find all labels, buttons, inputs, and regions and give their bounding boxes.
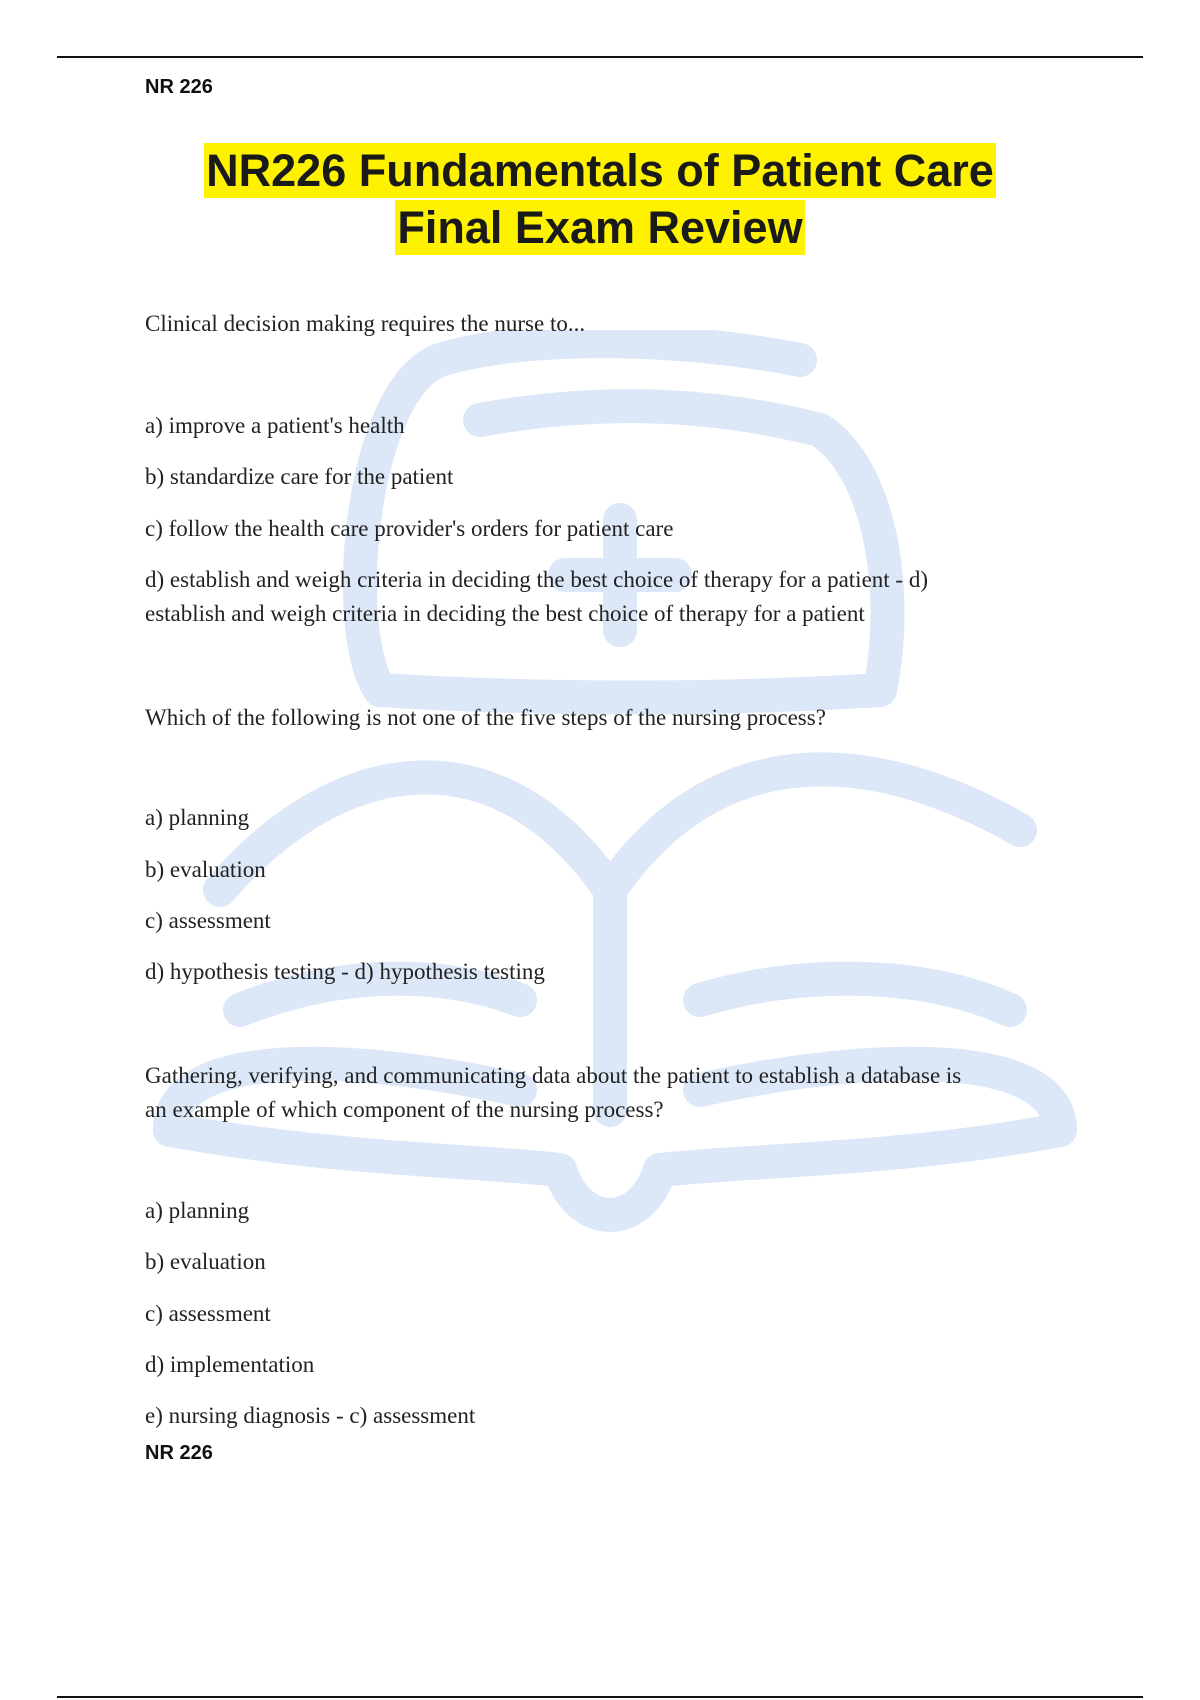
question-2-option-a: a) planning bbox=[145, 805, 250, 830]
question-3-text-line-2: an example of which component of the nursing process? bbox=[145, 1097, 664, 1122]
question-3-option-b: b) evaluation bbox=[145, 1249, 266, 1274]
question-1-option-a: a) improve a patient's health bbox=[145, 413, 405, 438]
header-course-code: NR 226 bbox=[145, 76, 213, 98]
question-3-option-e: e) nursing diagnosis - c) assessment bbox=[145, 1403, 476, 1428]
top-rule bbox=[57, 56, 1143, 58]
question-1-option-c: c) follow the health care provider's orders for patient care bbox=[145, 516, 674, 541]
question-1-option-b: b) standardize care for the patient bbox=[145, 464, 454, 489]
question-3-option-d: d) implementation bbox=[145, 1352, 315, 1377]
question-1-text: Clinical decision making requires the nurse to... bbox=[145, 311, 586, 336]
question-2-text: Which of the following is not one of the five steps of the nursing process? bbox=[145, 705, 826, 730]
question-2-option-c: c) assessment bbox=[145, 908, 271, 933]
title-line-2: Final Exam Review bbox=[397, 202, 803, 253]
question-3-option-c: c) assessment bbox=[145, 1301, 271, 1326]
question-2-option-b: b) evaluation bbox=[145, 857, 266, 882]
title-line-1: NR226 Fundamentals of Patient Care bbox=[206, 145, 994, 196]
question-3-option-a: a) planning bbox=[145, 1198, 250, 1223]
question-2-option-d: d) hypothesis testing - d) hypothesis testing bbox=[145, 959, 545, 984]
question-3-text-line-1: Gathering, verifying, and communicating data about the patient to establish a database is bbox=[145, 1063, 962, 1088]
document-title bbox=[0, 142, 1200, 256]
question-1-option-d: d) establish and weigh criteria in deciding the best choice of therapy for a patient - d) bbox=[145, 567, 928, 592]
footer-course-code: NR 226 bbox=[145, 1442, 213, 1464]
bottom-rule bbox=[57, 1696, 1143, 1698]
question-1-option-d-cont: establish and weigh criteria in deciding the best choice of therapy for a patient bbox=[145, 601, 865, 626]
